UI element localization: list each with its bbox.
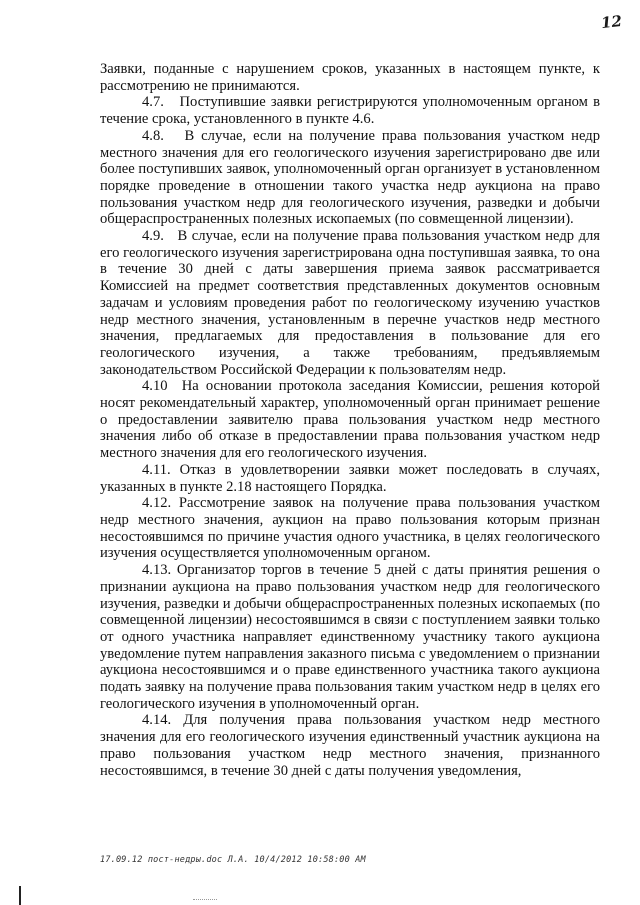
scan-specks (193, 899, 217, 902)
paragraph-4-7: 4.7. Поступившие заявки регистрируются уполномоченным органом в течение срока, установленного в пункте 4.6. (100, 94, 600, 128)
margin-mark (19, 886, 21, 905)
paragraph-4-13: 4.13. Организатор торгов в течение 5 дней с даты принятия решения о признании аукциона на право пользования участком недр для геологического изучения, разведки и добычи общераспространенных полезных ископаемых (по совмещенной лицензии) несостоявшимся в связи с поступлением заявки только от одного участника направляет единственному участнику такого аукциона уведомление путем направления заказного письма с уведомлением о признании аукциона несостоявшимся и о праве единственного участника такого аукциона подать заявку на получение права пользования таким участком недр в целях его геологического изучения в уполномоченный орган. (100, 562, 600, 712)
paragraph-4-8: 4.8. В случае, если на получение права пользования участком недр местного значения для его геологического изучения зарегистрировано две или более поступивших заявок, уполномоченный орган организует в установленном порядке проведение в отношении такого участка недр аукциона на право пользования участком недр для геологического изучения, разведки и добычи общераспространенных полезных ископаемых (по совмещенной лицензии). (100, 127, 600, 228)
paragraph-4-12: 4.12. Рассмотрение заявок на получение права пользования участком недр местного значения, аукцион на право пользования которым признан несостоявшимся по причине участия одного участника, в целях геологического изучения осуществляется уполномоченным органом. (100, 495, 600, 562)
document-body (100, 61, 600, 779)
paragraph-4-14: 4.14. Для получения права пользования участком недр местного значения для его геологического изучения единственный участник аукциона на право пользования участком недр местного значения, признанного несостоявшимся, в течение 30 дней с даты получения уведомления, (100, 712, 600, 779)
paragraph-4-11: 4.11. Отказ в удовлетворении заявки может последовать в случаях, указанных в пункте 2.18 настоящего Порядка. (100, 461, 600, 495)
document-footer: 17.09.12 пост-недры.doc Л.А. 10/4/2012 10:58:00 AM (100, 855, 366, 865)
paragraph-4-9: 4.9. В случае, если на получение права пользования участком недр для его геологического изучения зарегистрирована одна поступившая заявка, то она в течение 30 дней с даты завершения приема заявок рассматривается Комиссией на предмет соответствия представленных документов основным задачам и условиям проведения работ по геологическому изучению участков недр местного значения, установленным в перечне участков недр местного значения, предлагаемых для предоставления в пользование для его геологического изучения, а также требованиям, предъявляемым законодательством Российской Федерации к пользователям недр. (100, 228, 600, 378)
paragraph-4-10: 4.10 На основании протокола заседания Комиссии, решения которой носят рекомендательный характер, уполномоченный орган принимает решение о предоставлении заявителю права пользования участком недр местного значения либо об отказе в предоставлении права пользования участком недр местного значения для его геологического изучения. (100, 378, 600, 462)
page-number: 12 (600, 11, 623, 33)
paragraph: Заявки, поданные с нарушением сроков, указанных в настоящем пункте, к рассмотрению не принимаются. (100, 61, 600, 94)
